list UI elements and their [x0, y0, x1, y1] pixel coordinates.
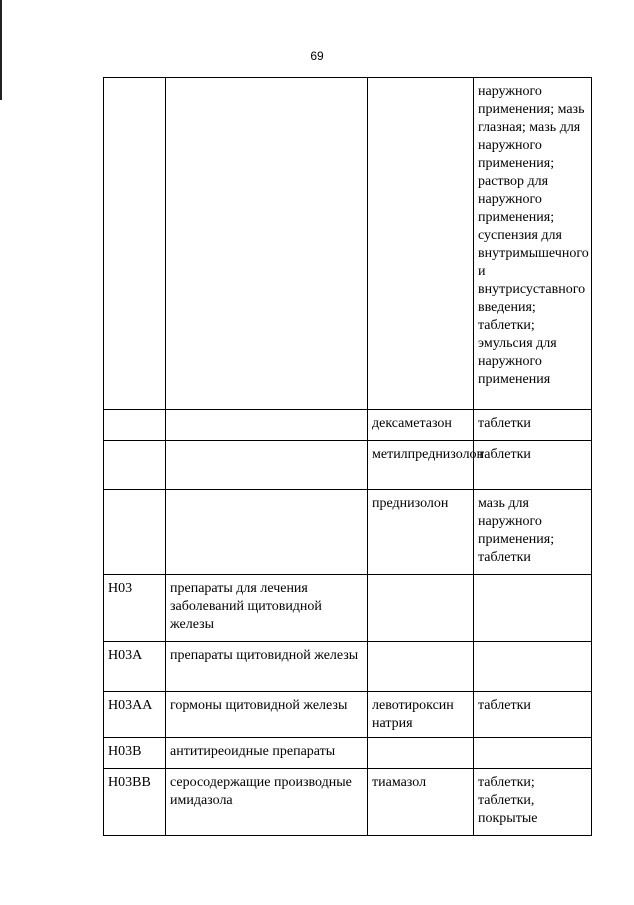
- dosage-form-cell: таблетки: [474, 441, 592, 490]
- dosage-form-cell: наружного применения; мазь глазная; мазь для наружного применения; раствор для наружного применения; суспензия для внутримышечного и внутрисуставного введения; таблетки; эмульсия для наружного применения: [474, 78, 592, 410]
- atc-code-cell: [104, 490, 166, 575]
- atc-code-cell: H03B: [104, 738, 166, 769]
- group-name-cell: антитиреоидные препараты: [166, 738, 368, 769]
- group-name-cell: препараты щитовидной железы: [166, 642, 368, 692]
- drug-name-cell: тиамазол: [368, 769, 474, 836]
- atc-code-cell: [104, 441, 166, 490]
- group-name-cell: [166, 410, 368, 441]
- atc-code-cell: H03AA: [104, 692, 166, 738]
- group-name-cell: [166, 441, 368, 490]
- dosage-form-cell: [474, 738, 592, 769]
- table-row: [104, 642, 592, 692]
- drug-name-cell: [368, 738, 474, 769]
- dosage-form-cell: [474, 642, 592, 692]
- atc-code-cell: H03A: [104, 642, 166, 692]
- table-row: [104, 692, 592, 738]
- table-row: [104, 575, 592, 642]
- dosage-form-cell: мазь для наружного применения; таблетки: [474, 490, 592, 575]
- table-row: [104, 490, 592, 575]
- atc-code-cell: [104, 410, 166, 441]
- drug-name-cell: [368, 575, 474, 642]
- dosage-form-cell: [474, 575, 592, 642]
- table-row: [104, 410, 592, 441]
- table-row: [104, 769, 592, 836]
- dosage-form-cell: таблетки: [474, 692, 592, 738]
- drug-name-cell: [368, 642, 474, 692]
- atc-code-cell: H03BB: [104, 769, 166, 836]
- drug-name-cell: дексаметазон: [368, 410, 474, 441]
- dosage-form-cell: таблетки: [474, 410, 592, 441]
- drug-name-cell: метилпреднизолон: [368, 441, 474, 490]
- table-row: [104, 78, 592, 410]
- table-row: [104, 441, 592, 490]
- group-name-cell: серосодержащие производные имидазола: [166, 769, 368, 836]
- drug-name-cell: левотироксин натрия: [368, 692, 474, 738]
- table-row: [104, 738, 592, 769]
- drug-table: [103, 77, 592, 836]
- atc-code-cell: H03: [104, 575, 166, 642]
- group-name-cell: [166, 78, 368, 410]
- page-number: 69: [310, 49, 324, 63]
- group-name-cell: препараты для лечения заболеваний щитовидной железы: [166, 575, 368, 642]
- drug-name-cell: преднизолон: [368, 490, 474, 575]
- atc-code-cell: [104, 78, 166, 410]
- drug-name-cell: [368, 78, 474, 410]
- group-name-cell: гормоны щитовидной железы: [166, 692, 368, 738]
- group-name-cell: [166, 490, 368, 575]
- dosage-form-cell: таблетки; таблетки, покрытые: [474, 769, 592, 836]
